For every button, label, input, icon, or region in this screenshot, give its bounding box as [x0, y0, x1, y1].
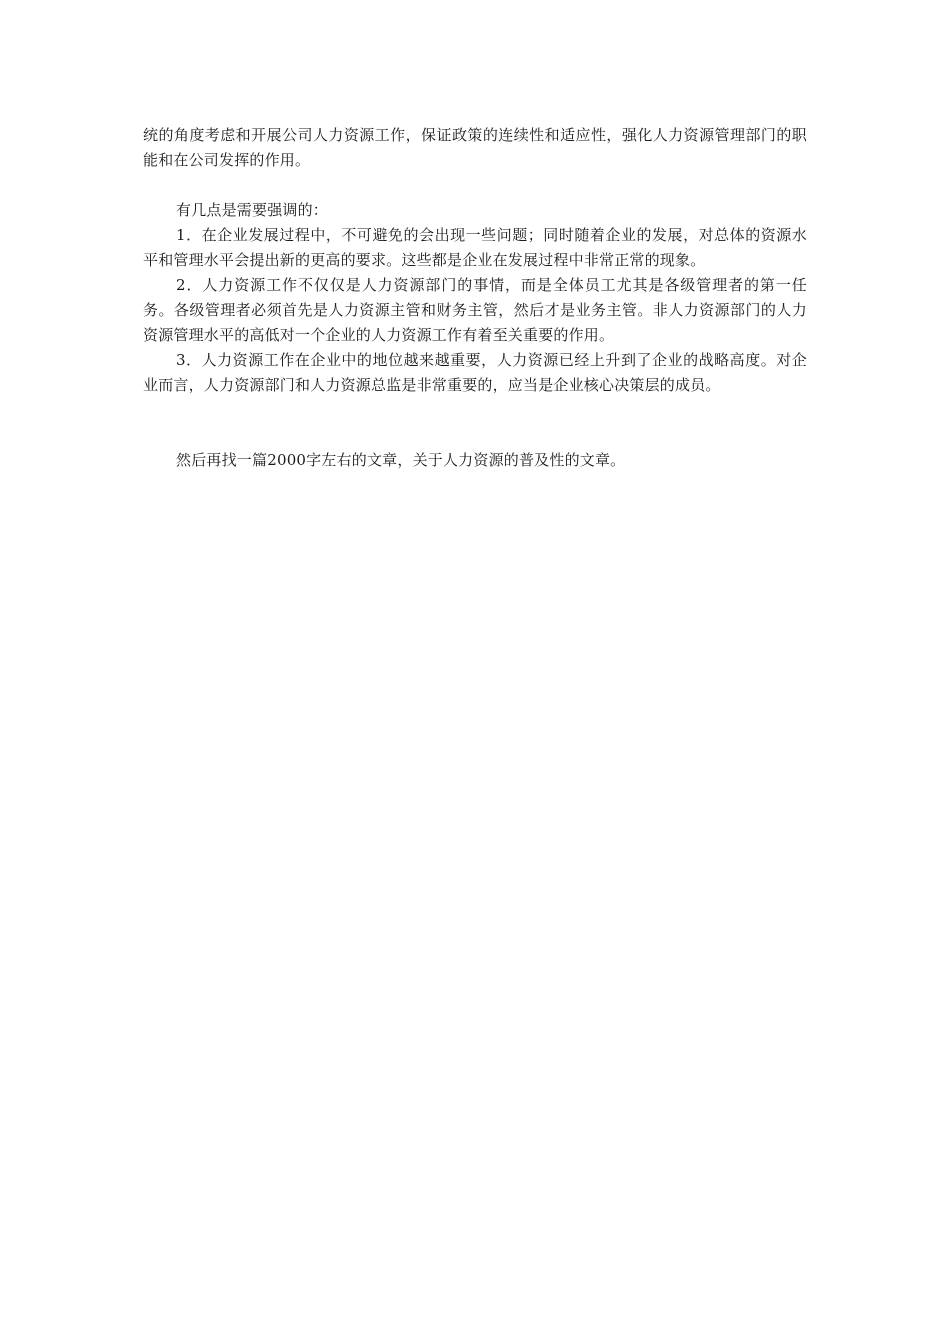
document-body	[143, 123, 807, 473]
emphasis-intro: 有几点是需要强调的：	[176, 201, 329, 219]
point-1: 1．在企业发展过程中，不可避免的会出现一些问题；同时随着企业的发展，对总体的资源水平和管理水平会提出新的更高的要求。这些都是企业在发展过程中非常正常的现象。	[143, 226, 807, 269]
point-3: 3．人力资源工作在企业中的地位越来越重要，人力资源已经上升到了企业的战略高度。对企业而言，人力资源部门和人力资源总监是非常重要的，应当是企业核心决策层的成员。	[143, 351, 807, 394]
continuation-paragraph: 统的角度考虑和开展公司人力资源工作，保证政策的连续性和适应性，强化人力资源管理部门的职能和在公司发挥的作用。	[143, 126, 807, 169]
closing-note: 然后再找一篇2000字左右的文章，关于人力资源的普及性的文章。	[176, 451, 626, 469]
point-2: 2．人力资源工作不仅仅是人力资源部门的事情，而是全体员工尤其是各级管理者的第一任务。各级管理者必须首先是人力资源主管和财务主管，然后才是业务主管。非人力资源部门的人力资源管理水平的高低对一个企业的人力资源工作有着至关重要的作用。	[143, 276, 807, 344]
paragraph-spacer	[143, 173, 807, 198]
paragraph-spacer	[143, 398, 807, 448]
